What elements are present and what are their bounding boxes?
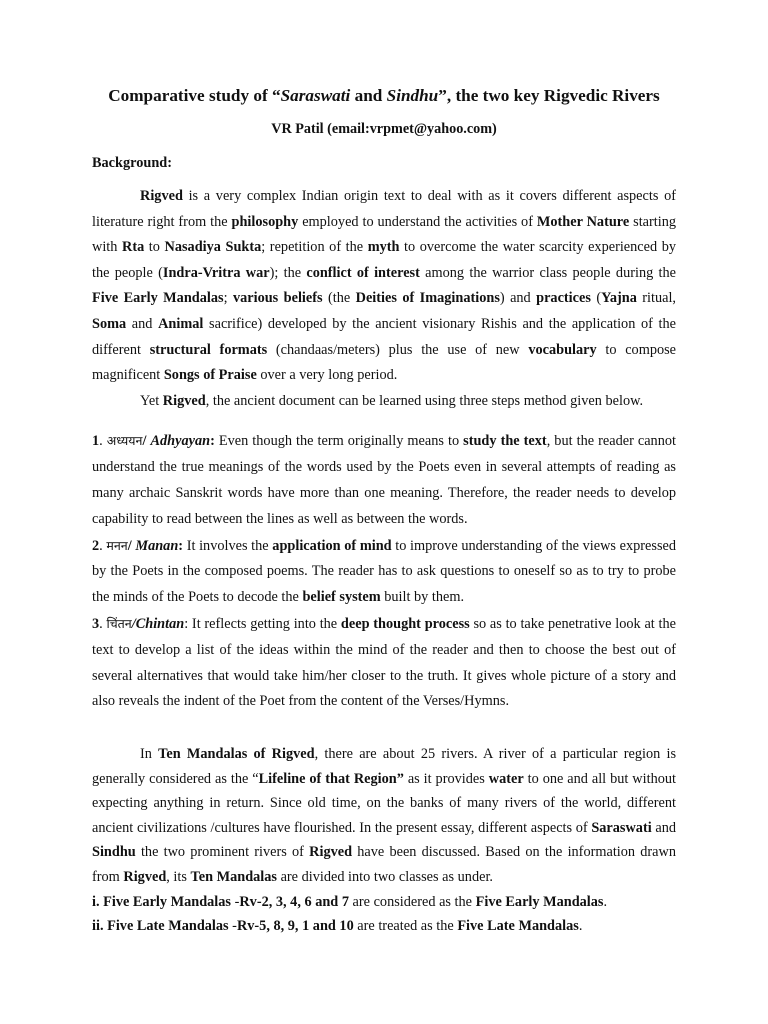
- list-item-late-mandalas: [92, 914, 676, 939]
- bold-italic-term: [132, 616, 184, 632]
- bold-term: /: [142, 433, 151, 450]
- text-run: .: [578, 918, 583, 935]
- text-run: , there are about 25 rivers. A river of a particular region is generally considered as the “: [92, 746, 677, 787]
- bold-term: ii. Five Late Mandalas: [92, 918, 229, 935]
- text-run: and: [126, 315, 159, 332]
- bold-term: Lifeline of that Region”: [258, 770, 404, 787]
- text-run: -: [231, 893, 240, 910]
- author-line: VR Patil (email:vrpmet@yahoo.com): [271, 121, 497, 137]
- bold-term: Animal: [158, 315, 204, 332]
- bold-term: Saraswati: [591, 819, 652, 836]
- bold-term: conflict of interest: [306, 264, 420, 281]
- rivers-paragraph: [92, 742, 676, 890]
- bold-term: Ten Mandalas: [190, 869, 277, 886]
- text-run: , but the reader cannot understand the true meanings of the words used by the Poets even in several attempts of reading as many archaic Sanskrit words have more than one meaning. Therefore, the reader needs to develop capability to read between the lines as well as between the words.: [92, 433, 676, 527]
- steps-list: [92, 428, 676, 715]
- bold-term: Rv-2, 3, 4, 6 and 7: [239, 893, 349, 910]
- bold-term: 1: [92, 433, 100, 450]
- bold-term: Deities of Imaginations: [355, 290, 500, 307]
- bold-term: vocabulary: [528, 341, 597, 358]
- text-run: (: [590, 290, 602, 307]
- bold-term: Five Early Mandalas: [475, 893, 604, 910]
- bold-term: study the text: [463, 433, 547, 450]
- text-run: to compose magnificent: [92, 341, 677, 384]
- bold-term: belief system: [302, 589, 381, 606]
- document-title: [92, 84, 676, 108]
- bold-term: Sindhu: [92, 844, 136, 861]
- text-run: are treated as the: [353, 918, 458, 935]
- bold-term: 2: [92, 537, 100, 554]
- bold-term: water: [488, 770, 524, 787]
- text-run: .: [603, 893, 608, 910]
- spacer: [92, 715, 676, 742]
- text-run: starting with: [92, 213, 677, 256]
- text-run: : It reflects getting into the: [184, 615, 341, 632]
- bold-term: :: [178, 537, 184, 554]
- italic-term: /Chintan: [131, 615, 185, 632]
- italic-term: Manan: [135, 537, 179, 554]
- text-run: as it provides: [403, 770, 489, 787]
- text-run: to improve understanding of the views expressed by the Poets in the composed poems. The reader has to ask questions to oneself so as to try to probe the minds of the Poets to decode the: [92, 537, 676, 606]
- step-adhyayan: [92, 428, 676, 532]
- title-part: Sindhu: [386, 86, 439, 105]
- text-run: sacrifice) developed by the ancient visionary Rishis and the application of the different: [92, 315, 677, 358]
- text-run: , the ancient document can be learned using three steps method given below.: [205, 392, 644, 409]
- step-manan: [92, 533, 676, 611]
- bold-term: Rigved: [123, 869, 167, 886]
- bold-term: practices: [536, 290, 591, 307]
- bold-term: various beliefs: [232, 290, 323, 307]
- step-chintan: [92, 611, 676, 715]
- text-run: are considered as the: [348, 893, 476, 910]
- text-run: .: [99, 433, 107, 450]
- bold-term: deep thought process: [340, 615, 470, 632]
- rivers-section: [92, 742, 676, 939]
- bold-term: Rv-5, 8, 9, 1 and 10: [236, 918, 354, 935]
- text-run: employed to understand the activities of: [298, 213, 537, 230]
- text-run: to: [144, 239, 165, 256]
- text-run: ; repetition of the: [261, 239, 368, 256]
- bold-term: application of mind: [272, 537, 392, 554]
- title-part: Saraswati: [280, 86, 351, 105]
- text-run: have been discussed. Based on the information drawn from: [92, 844, 677, 886]
- bold-term: Five Early Mandalas: [92, 290, 224, 307]
- text-run: .: [99, 615, 107, 632]
- bold-term: Rigved: [140, 188, 183, 204]
- text-run: and: [651, 819, 677, 836]
- text-run: among the warrior class people during the: [419, 264, 676, 281]
- text-run: are divided into two classes as under.: [277, 869, 493, 886]
- bold-term: Five Late Mandalas: [457, 918, 579, 935]
- text-run: Even though the term originally means to: [214, 433, 464, 450]
- italic-term: Adhyayan: [150, 433, 211, 450]
- list-item-early-mandalas: [92, 890, 676, 915]
- bold-term: 3: [92, 615, 100, 632]
- background-paragraph: [92, 184, 676, 389]
- title-part: and: [350, 86, 387, 105]
- text-run: It involves the: [183, 537, 273, 554]
- bold-term: philosophy: [231, 213, 299, 230]
- text-run: Yet: [140, 392, 163, 409]
- bold-term: Rigved: [309, 844, 353, 861]
- title-part: ”, the two key Rigvedic Rivers: [438, 86, 660, 105]
- text-run: ;: [223, 290, 233, 307]
- bold-term: Rigved: [162, 392, 206, 409]
- bold-term: Nasadiya Sukta: [164, 239, 262, 256]
- text-run: is a very complex Indian origin text to deal with as it covers different aspects of literature right from the: [92, 188, 676, 230]
- steps-intro-paragraph: [92, 389, 676, 415]
- bold-term: Ten Mandalas of Rigved: [158, 746, 315, 763]
- text-run: , its: [166, 869, 191, 886]
- text-run: so as to take penetrative look at the text to develop a list of the ideas within the mind of the reader and then to choose the best out of several alternatives that would take him/her closer to the truth. It gives whole picture of a story and also reveals the indent of the Poet from the content of the Verses/Hymns.: [92, 615, 676, 710]
- bold-term: /: [127, 537, 136, 554]
- bold-italic-term: [151, 433, 211, 449]
- bold-term: structural formats: [149, 341, 268, 358]
- section-heading: Background:: [92, 155, 172, 171]
- bold-term: Rta: [122, 239, 145, 256]
- bold-term: Mother Nature: [536, 213, 630, 230]
- text-run: built by them.: [380, 589, 465, 606]
- text-run: to one and all but without expecting anything in return. Since old time, on the banks of many rivers of the world, different ancient civilizations /cultures have flourished. In the present essay, different aspects of: [92, 770, 676, 836]
- title-part: Comparative study of “: [108, 86, 281, 105]
- text-run: ritual,: [636, 290, 677, 307]
- text-run: ) and: [499, 290, 537, 307]
- text-run: In: [140, 746, 159, 763]
- bold-term: Yajna: [601, 290, 637, 307]
- hindi-term: मनन: [106, 537, 128, 553]
- text-run: ); the: [269, 264, 307, 281]
- bold-term: Songs of Praise: [163, 367, 257, 384]
- hindi-term: अध्ययन: [106, 433, 143, 449]
- bold-term: i. Five Early Mandalas: [92, 893, 231, 910]
- bold-italic-term: [135, 538, 178, 554]
- bold-term: myth: [367, 239, 400, 256]
- text-run: over a very long period.: [256, 367, 398, 384]
- text-run: to overcome the water scarcity experienced by the people (: [92, 239, 677, 281]
- text-run: (the: [322, 290, 356, 307]
- bold-term: Indra-Vritra war: [162, 264, 270, 281]
- text-run: -: [228, 918, 237, 935]
- bold-term: Soma: [92, 315, 127, 332]
- bold-term: :: [210, 433, 215, 450]
- hindi-term: चिंतन: [106, 615, 132, 631]
- text-run: the two prominent rivers of: [135, 844, 310, 861]
- text-run: .: [99, 537, 107, 554]
- text-run: (chandaas/meters) plus the use of new: [267, 341, 529, 358]
